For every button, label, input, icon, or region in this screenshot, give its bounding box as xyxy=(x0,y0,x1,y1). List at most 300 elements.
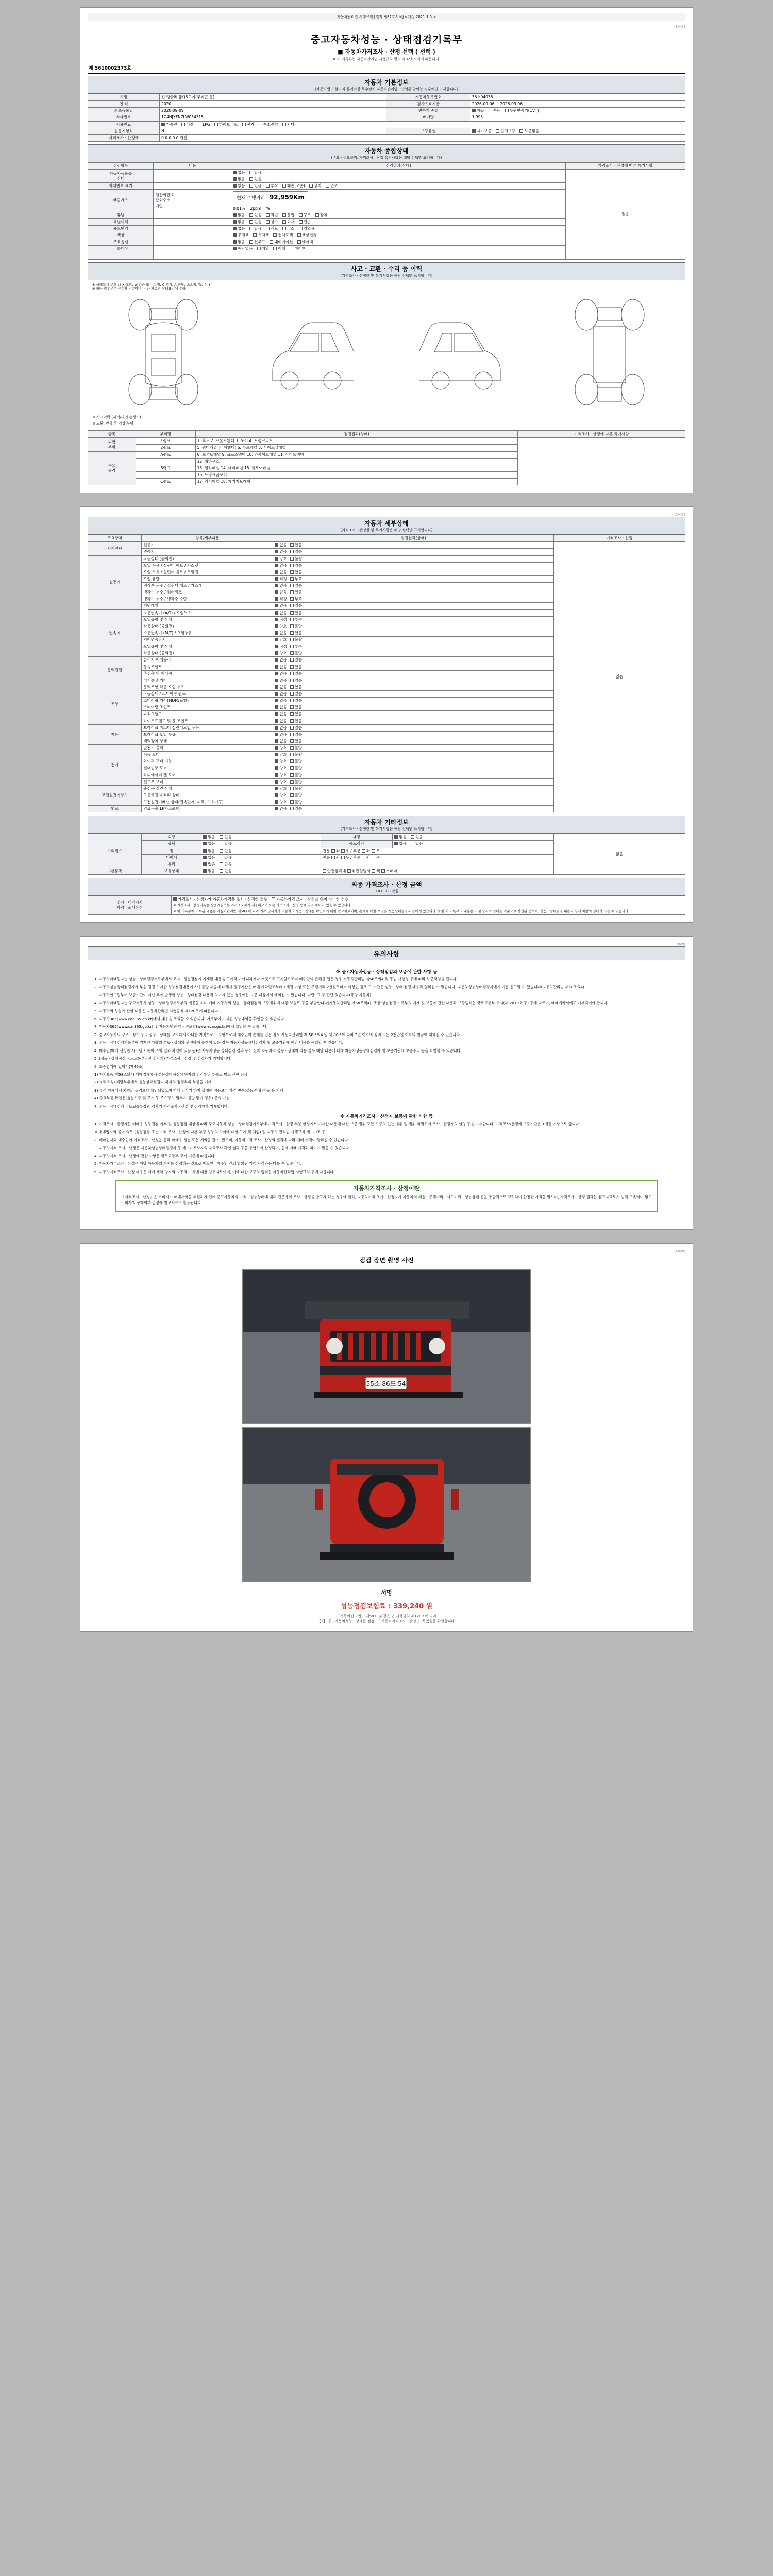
overall-item-1 xyxy=(154,176,231,183)
detail-checkbox-4-1-0[interactable]: 없음 xyxy=(275,691,287,697)
notice-item-0-6: 7. 자동차365(www.car365.go.kr) 및 자동차민원 대국민포털(www.ecar.go.kr)에서 확인할 수 있습니다. xyxy=(94,1024,268,1029)
overall-item-7 xyxy=(154,232,231,239)
detail-item-6-5: 윈도우 모터 xyxy=(142,778,273,785)
opt-none-1[interactable]: 없음 xyxy=(233,177,245,182)
opt-price-not-assessed[interactable]: 자동차가격 조사 · 산정을 하지 아니한 경우 xyxy=(272,897,348,902)
detail-checkbox-2-4-0[interactable]: 양호 xyxy=(275,637,287,642)
detail-checkbox-5-0-0[interactable]: 없음 xyxy=(275,725,287,731)
detail-checkbox-2-2-1[interactable]: 불량 xyxy=(290,624,303,629)
page-2 xyxy=(80,506,693,923)
other-opts-tire xyxy=(201,854,321,861)
notice-item-2-4: 4) 주요부품 확인용(성능보증 및 주기 등 주요장치 일부가 불량 없이 경우) 문의 가능 xyxy=(94,1096,230,1101)
opt-vin-diff[interactable]: 상이 xyxy=(309,183,322,189)
opt-pos-yes[interactable]: 있음 xyxy=(220,869,232,874)
detail-opts-4-0 xyxy=(273,684,554,690)
detail-checkbox-1-6-0[interactable]: 적정 xyxy=(275,597,287,602)
opt-int-yes[interactable]: 있음 xyxy=(411,835,423,840)
detail-opts-7-2 xyxy=(273,799,554,806)
detail-checkbox-5-2-1[interactable]: 있음 xyxy=(290,739,303,744)
other-item-cleaning: 룸크리닝 xyxy=(321,841,392,848)
detail-item-6-2: 와이퍼 모터 기능 xyxy=(142,758,273,765)
overall-note-text: 없음 xyxy=(621,211,629,216)
detail-group-1: 원동기 xyxy=(88,555,142,609)
detail-checkbox-2-1-0[interactable]: 적정 xyxy=(275,617,287,622)
detail-opts-7-0 xyxy=(273,785,554,792)
label-transmission: 변속기 종류 xyxy=(386,108,470,114)
detail-item-1-4: 냉각수 누수 / 실린더 헤드 / 가스켓 xyxy=(142,583,273,589)
warranty-none[interactable]: 보증없음 xyxy=(519,129,539,134)
parts-rank-2: 2랭크 xyxy=(136,445,195,451)
value-engine-type: N xyxy=(160,128,386,134)
parts-rank-table xyxy=(88,431,685,485)
opt-tune-structure[interactable]: 구조 xyxy=(299,213,311,218)
opt-glass-none[interactable]: 없음 xyxy=(203,862,215,867)
overall-opts-4 xyxy=(231,212,566,218)
other-cat-basic-items: 기본품목 xyxy=(88,868,142,874)
opt-sp-flood[interactable]: 침수 xyxy=(266,219,278,225)
detail-checkbox-6-4-1[interactable]: 불량 xyxy=(290,773,303,778)
detail-opts-3-3 xyxy=(273,677,554,684)
label-year: 연 식 xyxy=(88,101,160,108)
transmission-auto[interactable]: 자동 xyxy=(472,108,484,113)
detail-checkbox-1-1-0[interactable]: 없음 xyxy=(275,563,287,568)
opt-use-lease[interactable]: 리스 xyxy=(282,226,295,231)
price-summary-note: ※ 가격조사 · 산정기록은 상품개질하는 가격조사자가 제공하오며 또는 가격조사 · 산정 등에 따라 차이가 있을 수 있습니다. xyxy=(173,903,352,908)
notice-head-1: ※ 중고자동차성능 · 상태점검의 보증에 관한 사항 등 xyxy=(335,969,438,975)
footer-line-2: 【1】 중고자동차성능 · 상태를 점검, 「 자동차가격조사 · 산정 」 하였음을 확인합니다. xyxy=(317,1619,456,1624)
detail-item-3-1: 등속조인트 xyxy=(142,664,273,670)
detail-checkbox-7-0-0[interactable]: 양호 xyxy=(275,786,287,791)
detail-checkbox-3-2-0[interactable]: 없음 xyxy=(275,671,287,676)
detail-checkbox-1-5-1[interactable]: 있음 xyxy=(290,590,303,595)
notice-item-3-2: 2. 매매업자와 매수인이 가격조사 · 산정을 통해 매매용 성능 또는 계약을 할 수 있으며, 자동차가격 조사 · 산정의 결과에 따라 매매 가격이 달라질 수 있습니다. xyxy=(94,1138,349,1143)
notice-body xyxy=(88,960,685,1222)
opt-vin-ok[interactable]: 없음 xyxy=(233,183,245,189)
detail-checkbox-4-0-1[interactable]: 있음 xyxy=(290,685,303,690)
notice-item-3-1: ※ 매매업자의 물어 의무 (성능점검 또는 가격 조사 · 산정에 따른 차량 성능의 차이에 대한 고지 및 책임) 및 자동차 관리법 시행규칙 제120조 등 xyxy=(94,1129,326,1134)
section-price-summary xyxy=(88,878,685,896)
opt-vin-corrode[interactable]: 부식 xyxy=(266,183,278,189)
detail-checkbox-5-2-0[interactable]: 없음 xyxy=(275,739,287,744)
opt-use-none[interactable]: 없음 xyxy=(233,226,245,231)
opt-color-chroma[interactable]: 유채색 xyxy=(253,233,269,238)
detail-item-3-2: 추진축 및 베어링 xyxy=(142,670,273,677)
opt-tire-none[interactable]: 없음 xyxy=(203,855,215,860)
notice-item-0-3: 4. 자동차매매업자는 중고자동차 성능 · 상태점검기록부의 제공을 하며 매매 자동차의 성능 · 상태점검의 보증범위에 대한 보험료 등을 부담합니다(자동차관리법 제58조의4). 또한 성능점검 기록부의 기재 및 보증에 관한 내용과 보증범위는 국토교통부 고시(제 2019호 등) 등에 따르며, 매매계약서에도 기재되어야 합니다. xyxy=(94,1001,609,1006)
accident-footer-note: ※ 교환, 판금 등 이상 부위 xyxy=(92,421,134,426)
detail-checkbox-7-1-1[interactable]: 불량 xyxy=(290,793,303,798)
opt-ext-none[interactable]: 없음 xyxy=(203,835,215,840)
notice-item-3-5: 5. 자동차가격조사 · 산정은 해당 자동차의 가치를 산정하는 것으로 매도인 · 매수인 간의 합의된 거래 가격과는 다를 수 있습니다. xyxy=(94,1161,301,1166)
overall-cat-special: 특별이력 xyxy=(88,218,154,225)
detail-item-6-1: 시동 모터 xyxy=(142,752,273,758)
detail-checkbox-1-7-1[interactable]: 있음 xyxy=(290,603,303,608)
detail-item-2-5: 오일유량 및 상태 xyxy=(142,643,273,650)
detail-item-1-1: 오일 누유 / 실린더 헤드 / 가스켓 xyxy=(142,562,273,569)
opt-use-biz[interactable]: 영업용 xyxy=(299,226,315,231)
value-price-assessed: 0 0 0 0 0 만원 xyxy=(160,134,685,141)
warranty-company[interactable]: 업체보증 xyxy=(496,129,515,134)
opt-sp-none[interactable]: 없음 xyxy=(233,219,245,225)
detail-checkbox-2-6-1[interactable]: 불량 xyxy=(290,651,303,656)
notice-item-1-3: 5. (성능 · 상태점검 국토교통부장관 검사기) 가격조사 · 산정 및 점검자가 기재합니다. xyxy=(94,1056,232,1061)
value-car-name: 집 랭글러 (JK)5도어(루비콘 등) xyxy=(160,94,386,101)
detail-opts-2-6 xyxy=(273,650,554,657)
detail-checkbox-1-4-0[interactable]: 없음 xyxy=(275,583,287,588)
detail-checkbox-2-0-0[interactable]: 없음 xyxy=(275,611,287,616)
detail-checkbox-2-3-0[interactable]: 없음 xyxy=(275,631,287,636)
detail-checkbox-4-3-0[interactable]: 없음 xyxy=(275,705,287,710)
overall-cat-recall: 리콜대상 xyxy=(88,246,154,252)
detail-checkbox-0-1-1[interactable]: 있음 xyxy=(290,549,303,554)
detail-checkbox-2-6-0[interactable]: 양호 xyxy=(275,651,287,656)
value-vin: 1C4HJXFN7LW054315 xyxy=(160,114,386,121)
detail-checkbox-1-3-1[interactable]: 부족 xyxy=(290,577,303,582)
fuel-gasoline[interactable]: 가솔린 xyxy=(161,122,177,127)
opt-sp-yes[interactable]: 있음 xyxy=(249,219,262,225)
detail-opts-2-1 xyxy=(273,616,554,623)
label-warranty: 보증유형 xyxy=(386,128,470,134)
opt-vin-damage[interactable]: 훼손(오손) xyxy=(282,183,305,189)
detail-checkbox-0-0-0[interactable]: 없음 xyxy=(275,543,287,548)
label-price-assessed: 가격조사 · 산정액 xyxy=(88,134,160,141)
other-item-possession: 보유상태 xyxy=(142,868,201,874)
detail-checkbox-6-1-0[interactable]: 양호 xyxy=(275,752,287,757)
other-opts-polish xyxy=(201,841,321,848)
detail-checkbox-6-5-0[interactable]: 양호 xyxy=(275,779,287,785)
detail-checkbox-6-1-1[interactable]: 불량 xyxy=(290,752,303,757)
detail-group-2: 변속기 xyxy=(88,609,142,657)
opt-recall-yes[interactable]: 해당 xyxy=(257,246,270,251)
other-glass-blank xyxy=(321,861,553,868)
car-side-right-diagram xyxy=(419,294,507,413)
section-other xyxy=(88,816,685,834)
detail-opts-0-1 xyxy=(273,549,554,555)
overall-opts-5 xyxy=(231,218,566,225)
detail-checkbox-1-6-1[interactable]: 부족 xyxy=(290,597,303,602)
fuel-diesel[interactable]: 디젤 xyxy=(181,122,194,127)
detail-opts-1-6 xyxy=(273,596,554,603)
opt-recall-undone[interactable]: 미이행 xyxy=(290,246,306,251)
document-number: 제 5610002373호 xyxy=(89,66,132,71)
detail-checkbox-4-5-1[interactable]: 있음 xyxy=(290,719,303,724)
section-basic-subtitle: (자동차법 기본가격 통지사항 특수장비 자동차관리법 · 산업통 참여는 경우에만 기재합니다) xyxy=(315,87,458,91)
price-summary-text: ※ 이 기록부에 기록된 내용은 자동차관리법 제58조에 따라 거래 당사자가 자동차의 성능 · 상태를 확인하기 위한 참고자료이며, 손해에 대한 책임은 성능상태점검자 등에게 있습니다. 또한 이 기록부의 내용은 거래 당시의 상태를 기준으로 작성된 것으로, 성능 · 상태점검 내용과 실제 차량의 상태가 다를 수 있습니다. xyxy=(173,909,630,913)
odometer-value: 92,959Km xyxy=(269,194,305,201)
opt-opt-airbag[interactable]: 에어백 xyxy=(297,240,313,245)
opt-none-0[interactable]: 없음 xyxy=(233,170,245,175)
overall-item-4 xyxy=(154,212,231,218)
opt-tire-yes[interactable]: 있음 xyxy=(220,855,232,860)
notice-item-2-1: 1) 자기보증(제58조의4) 매매업체에서 성능상태점검이 하자의 점검부위 부품노 별도 신한 된상 xyxy=(94,1072,248,1077)
guarantee-body: 「가격조사 · 산정」은 소비자가 매매계약을 체결하기 전에 중고자동차의 가격 · 성능상태에 대해 전문가의 조사 · 산정을 받고자 하는 경우에 한해, 자동차가격 조사 · 산정자가 자동차의 제원 · 주행거리 · 사고이력 · 성능상태 등을 종합적으로 고려하여 산정한 가격을 말하며, 가격조사 · 산정 결과는 참고자료로서 법적 구속력이 없고 소비자의 구매여부 결정에 참고자료로 활용됩니다. xyxy=(121,1195,652,1205)
notice-item-0-5: 6. 자동차365(www.car365.go.kr)에서 내용을 조회할 수 있습니다. 기록부에 기재된 성능내역을 확인할 수 있습니다. xyxy=(94,1016,285,1021)
opt-recall-na[interactable]: 해당없음 xyxy=(233,246,253,251)
detail-checkbox-4-3-1[interactable]: 있음 xyxy=(290,705,303,710)
detail-checkbox-1-0-1[interactable]: 불량 xyxy=(290,556,303,562)
detail-opts-5-2 xyxy=(273,738,554,744)
detail-opts-1-5 xyxy=(273,589,554,596)
notice-item-0-0: 1. 자동차매매업자는 성능 · 상태점검기록부에서 고지 · 성능점검에 기재된 내용을 고지하지 아니하거나 거짓으로 고지함으로써 매수인이 손해를 입은 경우 자동차관리법 제58조의4 및 동법 시행령 등에 따라 보증책임을 집니다. xyxy=(94,976,458,981)
opt-cln-yes[interactable]: 있음 xyxy=(411,841,423,846)
fuel-hydrogen[interactable]: 수소전기 xyxy=(259,122,278,127)
detail-checkbox-6-2-1[interactable]: 불량 xyxy=(290,759,303,764)
section-overall xyxy=(88,144,685,162)
overall-item-3: 일산화탄소 탄화수소 매연 xyxy=(154,190,231,212)
detail-opts-1-7 xyxy=(273,603,554,609)
opt-opt-none[interactable]: 없음 xyxy=(233,240,245,245)
overall-item-9 xyxy=(154,246,231,252)
document-subtitle: ■ 자동차가격조사 · 산정 선택 ( 선택 ) xyxy=(338,48,435,55)
opt-glass-yes[interactable]: 있음 xyxy=(220,862,232,867)
page-title: 중고자동차성능 · 상태점검기록부 xyxy=(310,34,463,45)
value-fuel xyxy=(160,121,685,128)
car-diagram-row xyxy=(92,291,681,414)
car-rear-view-diagram xyxy=(571,294,648,413)
notice-item-2-5: 7. 성능 · 상태점검 국토교통부장관 검사기 가격조사 · 산정 및 점검자가 기재합니다. xyxy=(94,1104,229,1109)
detail-checkbox-6-5-1[interactable]: 불량 xyxy=(290,779,303,785)
detail-checkbox-3-0-0[interactable]: 없음 xyxy=(275,657,287,663)
detail-checkbox-3-2-1[interactable]: 있음 xyxy=(290,671,303,676)
detail-checkbox-6-0-1[interactable]: 불량 xyxy=(290,745,303,751)
detail-item-2-0: 자동변속기 (A/T) / 오일누유 xyxy=(142,609,273,616)
section-accident-subtitle: (가격조사 · 산정한 및 특기사항은 해당 선택만 표시합니다) xyxy=(340,273,433,278)
photo-front-illustration xyxy=(243,1270,531,1424)
accident-note-2: ※ 하단 일부분은 승용차 기준이며, 기타 차종의 상태표시에 준함 xyxy=(92,286,186,291)
table-row xyxy=(88,542,685,549)
opt-pos-none[interactable]: 없음 xyxy=(203,869,215,874)
opt-whl-yes[interactable]: 있음 xyxy=(220,849,232,854)
detail-checkbox-2-1-1[interactable]: 부족 xyxy=(290,617,303,622)
price-summary-title: 최종 가격조사 · 산정 금액 xyxy=(351,881,422,889)
other-note-text: 없음 xyxy=(615,852,624,857)
opt-pol-none[interactable]: 없음 xyxy=(203,841,215,846)
notice-item-2-3: 3) 부식 자체에서 차량의 골격보다 확인되었으며 아래 검사기 하지 상태에 성능보다 가격 변수(성능변 확인 등)를 기재 xyxy=(94,1088,283,1093)
opt-tune-yes[interactable]: 있음 xyxy=(249,213,262,218)
overall-cat-color: 색상 xyxy=(88,232,154,239)
detail-checkbox-6-0-0[interactable]: 양호 xyxy=(275,745,287,751)
notice-head-2: ※ 자동차가격조사 · 산정자 보증에 관한 사항 등 xyxy=(340,1114,433,1120)
detail-checkbox-5-0-1[interactable]: 있음 xyxy=(290,725,303,731)
opt-vin-yes[interactable]: 있음 xyxy=(249,183,262,189)
detail-checkbox-6-3-1[interactable]: 불량 xyxy=(290,766,303,771)
overall-header-0: 점검항목 xyxy=(88,162,154,169)
label-displacement: 배기량 xyxy=(386,114,470,121)
other-cat-repair: 수리필요 xyxy=(88,834,142,868)
overall-cat-vin: 차대번호 표기 xyxy=(88,183,154,190)
detail-item-7-0: 충전구 절연 상태 xyxy=(142,785,273,792)
opt-sp-fire[interactable]: 화재 xyxy=(282,219,295,225)
detail-checkbox-3-0-1[interactable]: 있음 xyxy=(290,657,303,663)
opt-sp-total[interactable]: 전손 xyxy=(299,219,311,225)
other-item-interior: 내장 xyxy=(321,834,392,841)
detail-opts-2-3 xyxy=(273,630,554,636)
detail-checkbox-1-2-0[interactable]: 없음 xyxy=(275,570,287,575)
overall-opts-8 xyxy=(231,239,566,246)
opt-ext-yes[interactable]: 있음 xyxy=(220,835,232,840)
detail-table-body xyxy=(88,542,685,812)
detail-opts-2-4 xyxy=(273,637,554,643)
detail-checkbox-2-5-0[interactable]: 적정 xyxy=(275,644,287,649)
page-3 xyxy=(80,936,693,1230)
fuel-hybrid[interactable]: 하이브리드 xyxy=(214,122,238,127)
detail-checkbox-4-4-1[interactable]: 있음 xyxy=(290,711,303,717)
notice-item-0-1: 2. 자동차성능상태점검자가 부실 점검 고지한 성능점검내용에 사용불량 제공에 대해서 설명기간은 매매 계약일로부터 1개월 이상 또는 주행거리 2천킬로미터 이상인 경우 그 기간은 성능 · 상태 점검 내용과 달라질 수 있습니다. 자동차성능상태점검자에게 이를 신고할 수 있습니다(자동차관리법 제58조의4). xyxy=(94,985,586,990)
detail-checkbox-7-0-1[interactable]: 불량 xyxy=(290,786,303,791)
warranty-self[interactable]: 자가보증 xyxy=(472,129,492,134)
overall-opts-9 xyxy=(231,246,566,252)
detail-checkbox-2-3-1[interactable]: 있음 xyxy=(290,631,303,636)
detail-checkbox-5-1-0[interactable]: 없음 xyxy=(275,732,287,737)
price-summary-table xyxy=(88,896,685,915)
detail-opts-7-1 xyxy=(273,792,554,799)
section-detail-title: 자동차 세부상태 xyxy=(364,520,409,528)
detail-item-1-7: 커먼레일 xyxy=(142,603,273,609)
section-accident xyxy=(88,262,685,280)
detail-checkbox-4-1-1[interactable]: 있음 xyxy=(290,691,303,697)
section-other-subtitle: (가격조사 · 산정한 및 특기사항은 해당 선택만 표시합니다) xyxy=(340,827,433,832)
overall-cat-emission: 배출가스 xyxy=(88,190,154,212)
opt-price-assessed[interactable]: 가격조사 · 산정자가 자동차가격을 조사 · 산정한 경우 xyxy=(173,897,267,902)
notice-item-3-3: 3. 자동차가격 조사 · 산정은 자동차성능상태점검자 등 제3자 조사자의 자료조사 확인 결과 등을 종합하여 산정되며, 실제 거래 가격과 차이가 있을 수 있습니다. xyxy=(94,1145,350,1150)
opt-whl-none[interactable]: 없음 xyxy=(203,849,215,854)
opt-yes-1[interactable]: 있음 xyxy=(249,177,262,182)
opt-int-none[interactable]: 없음 xyxy=(394,835,407,840)
overall-note-cell xyxy=(566,170,685,260)
detail-checkbox-4-4-0[interactable]: 없음 xyxy=(275,711,287,717)
page-1 xyxy=(80,7,693,493)
detail-checkbox-7-1-0[interactable]: 양호 xyxy=(275,793,287,798)
detail-checkbox-7-2-0[interactable]: 양호 xyxy=(275,800,287,805)
detail-checkbox-3-1-0[interactable]: 없음 xyxy=(275,665,287,670)
document-header xyxy=(88,32,685,62)
detail-checkbox-2-4-1[interactable]: 불량 xyxy=(290,637,303,642)
detail-checkbox-6-3-0[interactable]: 양호 xyxy=(275,766,287,771)
transmission-cvt[interactable]: 무단변속기(CVT) xyxy=(505,108,539,113)
detail-opts-5-1 xyxy=(273,731,554,738)
overall-item-6 xyxy=(154,225,231,232)
detail-item-1-3: 오일 유량 xyxy=(142,575,273,582)
opt-opt-nav[interactable]: 내비게이션 xyxy=(270,240,293,245)
detail-checkbox-1-1-1[interactable]: 있음 xyxy=(290,563,303,568)
detail-checkbox-0-1-0[interactable]: 없음 xyxy=(275,549,287,554)
detail-checkbox-4-2-0[interactable]: 없음 xyxy=(275,698,287,703)
price-digits: 0 0 0 0 0 xyxy=(161,135,179,140)
opt-tune-illegal[interactable]: 불법 xyxy=(282,213,295,218)
detail-checkbox-1-4-1[interactable]: 있음 xyxy=(290,583,303,588)
odometer-label: 현재 주행거리 xyxy=(237,196,265,201)
detail-checkbox-2-5-1[interactable]: 부족 xyxy=(290,644,303,649)
detail-checkbox-1-7-0[interactable]: 없음 xyxy=(275,603,287,608)
transmission-manual[interactable]: 수동 xyxy=(489,108,501,113)
detail-checkbox-2-2-0[interactable]: 양호 xyxy=(275,624,287,629)
detail-item-4-0: 동력조향 작동 오일 누유 xyxy=(142,684,273,690)
value-first-reg: 2020-09-09 xyxy=(160,108,386,114)
detail-checkbox-4-5-0[interactable]: 없음 xyxy=(275,719,287,724)
page-marker-3: (3/4쪽) xyxy=(674,942,685,946)
section-basic-info xyxy=(88,76,685,94)
overall-cat-etc xyxy=(88,252,154,259)
opt-color-full[interactable]: 전체도색 xyxy=(273,233,293,238)
opt-opt-sunroof[interactable]: 선루프 xyxy=(249,240,265,245)
fuel-electric[interactable]: 전기 xyxy=(242,122,255,127)
opt-color-mono[interactable]: 무채색 xyxy=(233,233,249,238)
detail-opts-4-5 xyxy=(273,718,554,724)
detail-checkbox-1-3-0[interactable]: 적정 xyxy=(275,577,287,582)
detail-item-1-6: 냉각수 누수 / 냉각수 수량 xyxy=(142,596,273,603)
opt-use-yes[interactable]: 있음 xyxy=(249,226,262,231)
detail-opts-3-2 xyxy=(273,670,554,677)
opt-use-rent[interactable]: 렌트 xyxy=(266,226,278,231)
detail-checkbox-7-2-1[interactable]: 불량 xyxy=(290,800,303,805)
parts-text-4: 13. 필라패널 14. 대쉬패널 15. 플로어패널 xyxy=(195,465,518,471)
detail-header-3: 가격조사 · 산정 xyxy=(554,535,685,542)
parts-rank-a2 xyxy=(136,458,195,465)
opt-vin-mod[interactable]: 변조 xyxy=(326,183,338,189)
fuel-etc[interactable]: 기타 xyxy=(282,122,295,127)
detail-checkbox-1-2-1[interactable]: 있음 xyxy=(290,570,303,575)
detail-checkbox-8-0-1[interactable]: 있음 xyxy=(290,806,303,811)
detail-checkbox-8-0-0[interactable]: 없음 xyxy=(275,806,287,811)
detail-checkbox-3-3-0[interactable]: 없음 xyxy=(275,678,287,683)
footer-line-1: 「자동차관리법」 제58조 및 같은 법 시행규칙 제120조에 따라 xyxy=(337,1614,436,1619)
detail-item-6-4: 라디에이터 팬 모터 xyxy=(142,772,273,778)
opt-color-change[interactable]: 색상변경 xyxy=(297,233,317,238)
detail-checkbox-4-0-0[interactable]: 없음 xyxy=(275,685,287,690)
detail-opts-1-3 xyxy=(273,575,554,582)
detail-opts-0-0 xyxy=(273,542,554,549)
detail-checkbox-5-1-1[interactable]: 있음 xyxy=(290,732,303,737)
section-detail-subtitle: (가격조사 · 산정한 및 특기사항은 해당 선택만 표시합니다) xyxy=(340,528,433,533)
page-marker-1: (1/4쪽) xyxy=(674,25,685,29)
notice-list-1 xyxy=(94,977,679,1030)
opt-tune-device[interactable]: 장치 xyxy=(315,213,328,218)
detail-checkbox-3-3-1[interactable]: 있음 xyxy=(290,678,303,683)
section-basic-title: 자동차 기본정보 xyxy=(364,79,409,86)
label-inspection-period: 검사유효기간 xyxy=(386,101,470,108)
detail-checkbox-3-1-1[interactable]: 있음 xyxy=(290,665,303,670)
detail-checkbox-6-4-0[interactable]: 양호 xyxy=(275,773,287,778)
opt-yes-0[interactable]: 있음 xyxy=(249,170,262,175)
other-opts-glass xyxy=(201,861,321,868)
detail-checkbox-1-0-0[interactable]: 양호 xyxy=(275,556,287,562)
detail-opts-3-1 xyxy=(273,664,554,670)
detail-checkbox-1-5-0[interactable]: 없음 xyxy=(275,590,287,595)
opt-recall-done[interactable]: 이행 xyxy=(273,246,285,251)
notice-item-2-2: 2) 누리소속) 해당부위에서 성능상태점검이 하자의 점검부위 부품을 기재 xyxy=(94,1080,212,1085)
notice-item-1-1: 3. 성능 · 상태점검기록부에 기재된 차량의 성능 · 상태와 관련하여 분쟁이 있는 경우 자동차성능상태점검자 및 보증기관에 해당 내용을 문의할 수 있습니다. xyxy=(94,1040,343,1045)
detail-checkbox-0-0-1[interactable]: 있음 xyxy=(290,543,303,548)
detail-opts-1-4 xyxy=(273,583,554,589)
parts-text-6: 17. 리어패널 18. 패키지트레이 xyxy=(195,479,518,485)
notice-list-2 xyxy=(94,1032,679,1062)
detail-checkbox-6-2-0[interactable]: 양호 xyxy=(275,759,287,764)
opt-tune-legal[interactable]: 적법 xyxy=(266,213,278,218)
opt-cln-none[interactable]: 없음 xyxy=(394,841,407,846)
opt-tune-none[interactable]: 없음 xyxy=(233,213,245,218)
fuel-lpg[interactable]: LPG xyxy=(198,122,210,127)
opt-pol-yes[interactable]: 있음 xyxy=(220,841,232,846)
parts-group-outer: 외판 부위 xyxy=(88,438,136,451)
form-legal-note: 자동차관리법 시행규칙 [별지 제82호서식] <개정 2021.1.5.> xyxy=(88,13,685,21)
parts-text-1: 5. 쿼터패널 (리어휀더) 6. 루프패널 7. 사이드실패널 xyxy=(195,445,518,451)
overall-header-1: 내용 xyxy=(154,162,231,169)
detail-checkbox-4-2-1[interactable]: 있음 xyxy=(290,698,303,703)
detail-item-4-1: 작동상태 / 스티어링 펌프 xyxy=(142,691,273,698)
detail-status-table xyxy=(88,535,685,812)
detail-checkbox-2-0-1[interactable]: 있음 xyxy=(290,611,303,616)
notice-item-2-0: 6. 보증범위에 있어서(제46조) xyxy=(94,1064,144,1069)
